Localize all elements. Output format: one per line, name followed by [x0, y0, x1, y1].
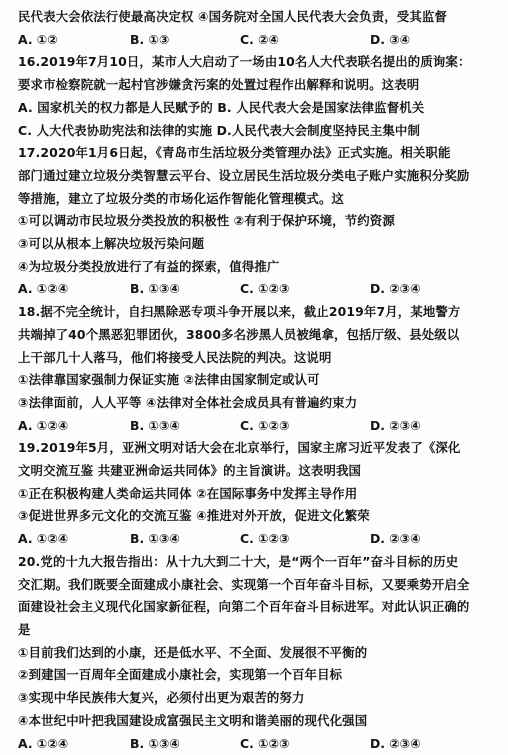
text-line: ②到建国一百周年全面建成小康社会，实现第一个百年目标 [18, 664, 498, 687]
text-line: 部门通过建立垃圾分类智慧云平台、设立居民生活垃圾分类电子账户实施积分奖励 [18, 165, 498, 188]
text-line: ③法律面前，人人平等 ④法律对全体社会成员具有普遍约束力 [18, 392, 498, 415]
answer-option: A. ①②④ [18, 528, 130, 551]
answer-option: B. ①③ [130, 29, 240, 52]
text-line: ③可以从根本上解决垃圾污染问题 [18, 233, 498, 256]
text-line: 20.党的十九大报告指出：从十九大到二十大，是“两个一百年”奋斗目标的历史 [18, 551, 498, 574]
answer-option: D. ③④ [370, 29, 470, 52]
answer-options [18, 415, 498, 438]
answer-option: C. ①②③ [240, 278, 370, 301]
text-line: 17.2020年1月6日起，《青岛市生活垃圾分类管理办法》正式实施。相关职能 [18, 142, 498, 165]
text-line: A. 国家机关的权力都是人民赋予的 B. 人民代表大会是国家法律监督机关 [18, 97, 498, 120]
answer-options [18, 733, 498, 755]
text-line: ③实现中华民族伟大复兴，必须付出更为艰苦的努力 [18, 687, 498, 710]
text-line: 18.据不完全统计，自扫黑除恶专项斗争开展以来，截止2019年7月，某地警方 [18, 301, 498, 324]
answer-option: C. ①②③ [240, 528, 370, 551]
answer-option: A. ①② [18, 29, 130, 52]
text-line: 等措施，建立了垃圾分类的市场化运作智能化管理模式。这 [18, 188, 498, 211]
answer-option: A. ①②④ [18, 415, 130, 438]
answer-option: B. ①③④ [130, 278, 240, 301]
text-line: 文明交流互鉴 共建亚洲命运共同体》的主旨演讲。这表明我国 [18, 460, 498, 483]
text-line: 要求市检察院就一起村官涉嫌贪污案的处置过程作出解释和说明。这表明 [18, 74, 498, 97]
answer-options [18, 29, 498, 52]
answer-option: D. ②③④ [370, 528, 470, 551]
answer-option: B. ①③④ [130, 528, 240, 551]
text-line: 共端掉了40个黑恶犯罪团伙，3800多名涉黑人员被绳拿，包括厅级、县处级以 [18, 324, 498, 347]
text-line: C. 人大代表协助宪法和法律的实施 D.人民代表大会制度坚持民主集中制 [18, 120, 498, 143]
text-line: ④为垃圾分类投放进行了有益的探索，值得推广 [18, 256, 498, 279]
text-line: ①可以调动市民垃圾分类投放的积极性 ②有利于保护环境，节约资源 [18, 210, 498, 233]
answer-option: C. ①②③ [240, 733, 370, 755]
text-line: ④本世纪中叶把我国建设成富强民主文明和谐美丽的现代化强国 [18, 710, 498, 733]
answer-option: C. ①②③ [240, 415, 370, 438]
text-line: 上干部几十人落马，他们将接受人民法院的判决。这说明 [18, 347, 498, 370]
text-line: 面建设社会主义现代化国家新征程，向第二个百年奋斗目标进军。对此认识正确的 [18, 596, 498, 619]
answer-option: A. ①②④ [18, 278, 130, 301]
answer-options [18, 528, 498, 551]
text-line: 交汇期。我们既要全面建成小康社会、实现第一个百年奋斗目标，又要乘势开启全 [18, 574, 498, 597]
answer-option: B. ①③④ [130, 733, 240, 755]
answer-options [18, 278, 498, 301]
text-line: ①目前我们达到的小康，还是低水平、不全面、发展很不平衡的 [18, 642, 498, 665]
text-line: 是 [18, 619, 498, 642]
answer-option: B. ①③④ [130, 415, 240, 438]
text-line: ①法律靠国家强制力保证实施 ②法律由国家制定或认可 [18, 369, 498, 392]
answer-option: D. ②③④ [370, 278, 470, 301]
answer-option: D. ②③④ [370, 733, 470, 755]
text-line: ③促进世界多元文化的交流互鉴 ④推进对外开放，促进文化繁荣 [18, 505, 498, 528]
text-line: 民代表大会依法行使最高决定权 ④国务院对全国人民代表大会负责，受其监督 [18, 6, 498, 29]
text-line: 16.2019年7月10日，某市人大启动了一场由10名人大代表联名提出的质询案： [18, 51, 498, 74]
answer-option: A. ①②④ [18, 733, 130, 755]
text-line: ①正在积极构建人类命运共同体 ②在国际事务中发挥主导作用 [18, 483, 498, 506]
answer-option: C. ②④ [240, 29, 370, 52]
answer-option: D. ②③④ [370, 415, 470, 438]
text-line: 19.2019年5月，亚洲文明对话大会在北京举行，国家主席习近平发表了《深化 [18, 437, 498, 460]
